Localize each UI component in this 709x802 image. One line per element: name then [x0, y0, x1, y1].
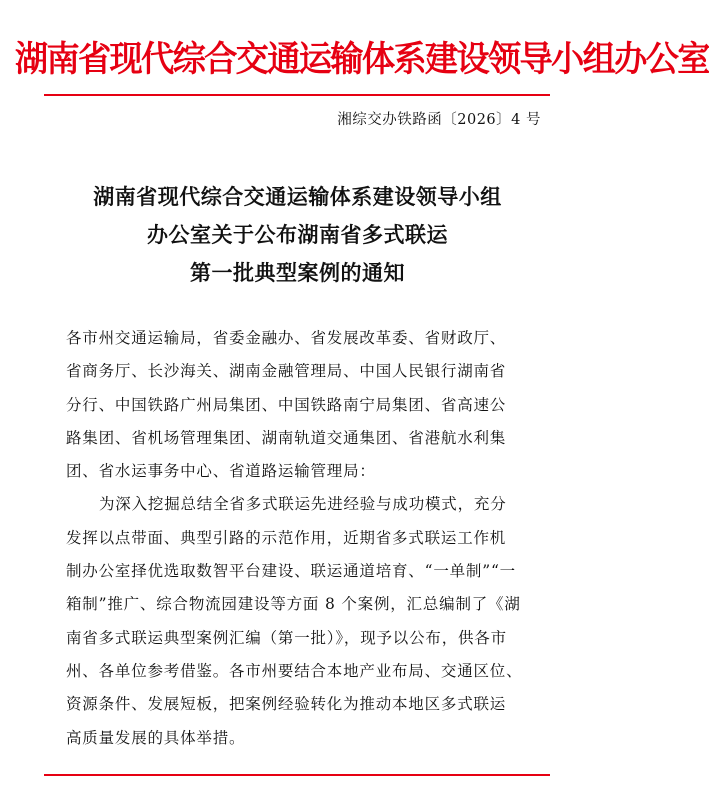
- header-divider: [44, 94, 550, 96]
- footer-divider: [44, 774, 550, 776]
- paragraph-line: 箱制”推广、综合物流园建设等方面 8 个案例，汇总编制了《湖: [66, 595, 521, 614]
- paragraph-line: 州、各单位参考借鉴。各市州要结合本地产业布局、交通区位、: [66, 661, 523, 680]
- document-number: 湘综交办铁路函〔2026〕4 号: [337, 112, 541, 128]
- addressee-line: 路集团、省机场管理集团、湖南轨道交通集团、省港航水利集: [66, 428, 507, 447]
- paragraph-line: 南省多式联运典型案例汇编（第一批）》，现予以公布，供各市: [66, 628, 507, 647]
- paragraph-line: 制办公室择优选取数智平台建设、联运通道培育、“一单制”“一: [66, 562, 516, 581]
- issuing-agency-header: 湖南省现代综合交通运输体系建设领导小组办公室: [14, 40, 709, 80]
- document-body: [66, 322, 538, 755]
- paragraph-line: 为深入挖掘总结全省多式联运先进经验与成功模式，充分: [99, 495, 507, 514]
- addressee-line: 各市州交通运输局，省委金融办、省发展改革委、省财政厅、: [66, 329, 507, 347]
- title-line: 办公室关于公布湖南省多式联运: [147, 223, 448, 247]
- addressee-line: 分行、中国铁路广州局集团、中国铁路南宁局集团、省高速公: [66, 395, 507, 414]
- paragraph-line: 高质量发展的具体举措。: [66, 728, 246, 747]
- document-title: [0, 178, 595, 292]
- paragraph-line: 资源条件、发展短板，把案例经验转化为推动本地区多式联运: [66, 695, 507, 714]
- title-line: 第一批典型案例的通知: [190, 261, 405, 285]
- addressee-line: 团、省水运事务中心、省道路运输管理局：: [66, 462, 376, 481]
- paragraph-line: 发挥以点带面、典型引路的示范作用，近期省多式联运工作机: [66, 528, 507, 547]
- title-line: 湖南省现代综合交通运输体系建设领导小组: [93, 185, 502, 209]
- addressee-line: 省商务厅、长沙海关、湖南金融管理局、中国人民银行湖南省: [66, 362, 507, 381]
